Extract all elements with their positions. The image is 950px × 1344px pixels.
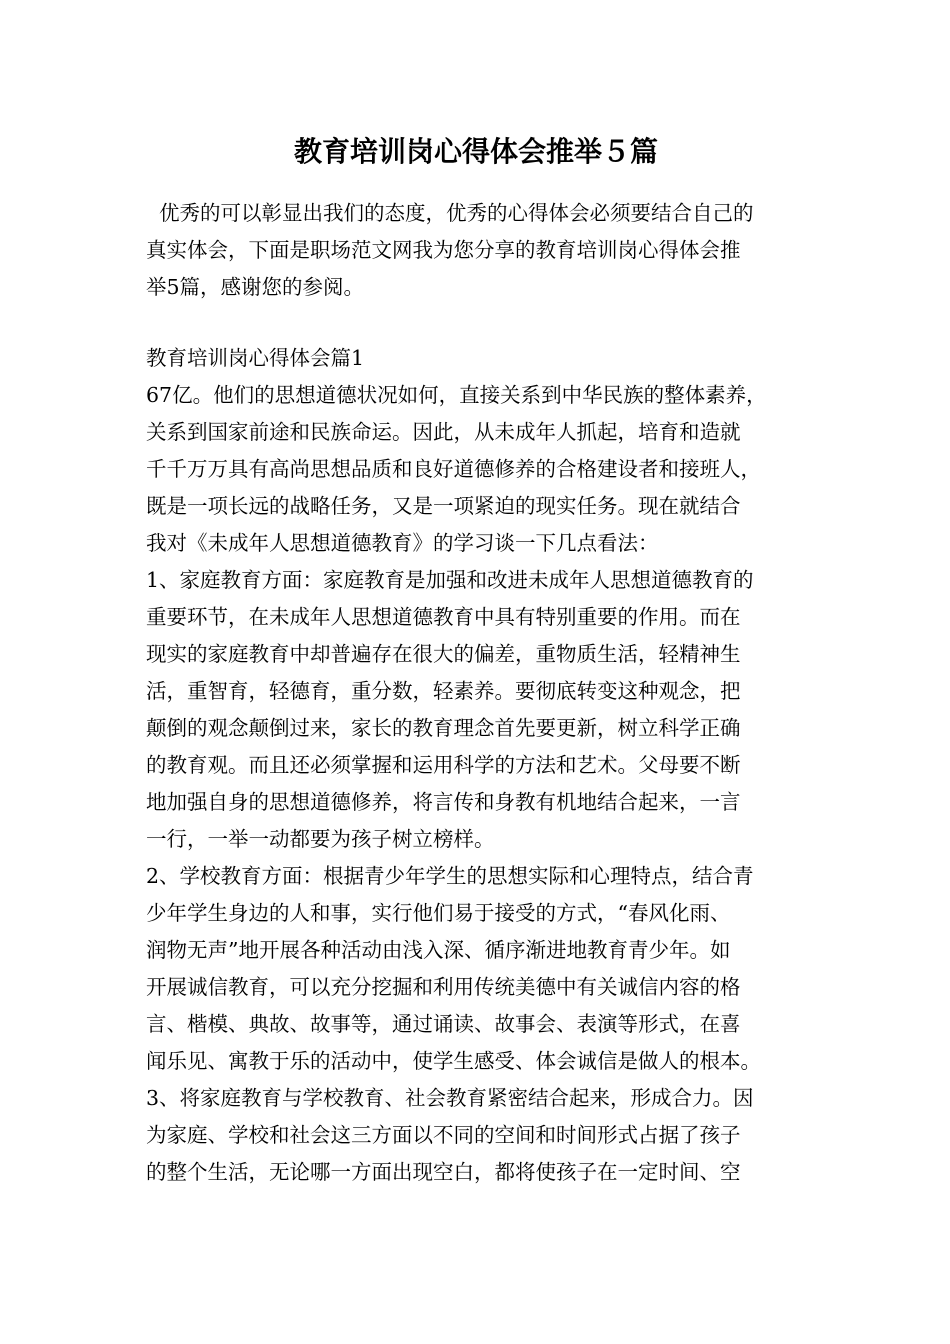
body-line: 2、学校教育方面：根据青少年学生的思想实际和心理特点，结合青 <box>146 864 754 888</box>
section-heading: 教育培训岗心得体会篇1 <box>146 346 365 370</box>
body-line: 开展诚信教育，可以充分挖掘和利用传统美德中有关诚信内容的格 <box>146 975 741 999</box>
body-line: 闻乐见、寓教于乐的活动中，使学生感受、体会诚信是做人的根本。 <box>146 1049 761 1073</box>
intro-line: 优秀的可以彰显出我们的态度，优秀的心得体会必须要结合自己的 <box>146 201 754 225</box>
body-line: 的教育观。而且还必须掌握和运用科学的方法和艺术。父母要不断 <box>146 753 741 777</box>
body-line: 67亿。他们的思想道德状况如何，直接关系到中华民族的整体素养， <box>146 383 767 407</box>
intro-paragraph <box>146 195 826 306</box>
body-line: 地加强自身的思想道德修养，将言传和身教有机地结合起来，一言 <box>146 790 741 814</box>
intro-line: 真实体会，下面是职场范文网我为您分享的教育培训岗心得体会推 <box>146 238 741 262</box>
body-line: 颠倒的观念颠倒过来，家长的教育理念首先要更新，树立科学正确 <box>146 716 741 740</box>
body-line: 既是一项长远的战略任务，又是一项紧迫的现实任务。现在就结合 <box>146 494 741 518</box>
body-line: 少年学生身边的人和事，实行他们易于接受的方式，“春风化雨、 <box>146 901 731 925</box>
intro-line: 举5篇，感谢您的参阅。 <box>146 275 365 299</box>
body-line: 一行，一举一动都要为孩子树立榜样。 <box>146 827 495 851</box>
body-line: 千千万万具有高尚思想品质和良好道德修养的合格建设者和接班人， <box>146 457 761 481</box>
body-line: 现实的家庭教育中却普遍存在很大的偏差，重物质生活，轻精神生 <box>146 642 741 666</box>
section-body <box>146 340 826 1191</box>
document-title: 教育培训岗心得体会推举５篇 <box>293 135 658 168</box>
body-line: 重要环节，在未成年人思想道德教育中具有特别重要的作用。而在 <box>146 605 741 629</box>
body-line: 润物无声”地开展各种活动由浅入深、循序渐进地教育青少年。如 <box>146 938 731 962</box>
body-line: 言、楷模、典故、故事等，通过诵读、故事会、表演等形式，在喜 <box>146 1012 741 1036</box>
body-line: 我对《未成年人思想道德教育》的学习谈一下几点看法： <box>146 531 659 555</box>
body-line: 为家庭、学校和社会这三方面以不同的空间和时间形式占据了孩子 <box>146 1123 741 1147</box>
body-line: 关系到国家前途和民族命运。因此，从未成年人抓起，培育和造就 <box>146 420 741 444</box>
body-line: 的整个生活，无论哪一方面出现空白，都将使孩子在一定时间、空 <box>146 1160 741 1184</box>
body-line: 3、将家庭教育与学校教育、社会教育紧密结合起来，形成合力。因 <box>146 1086 754 1110</box>
body-line: 活，重智育，轻德育，重分数，轻素养。要彻底转变这种观念，把 <box>146 679 741 703</box>
body-line: 1、家庭教育方面：家庭教育是加强和改进未成年人思想道德教育的 <box>146 568 754 592</box>
